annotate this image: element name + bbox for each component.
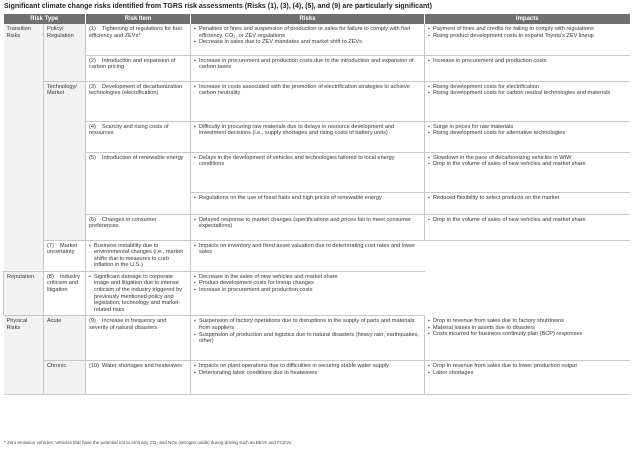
bullet-item: ▪ Suspension of production and logistics due to natural disasters (heavy rain, earthquakes, other) — [194, 332, 421, 345]
bullet-item: ▪ Costs incurred for business continuity plan (BCP) responses — [428, 331, 627, 338]
table-row — [4, 121, 630, 152]
bullet-item: ▪ Regulations on the use of fossil fuels and high prices of renewable energy — [194, 195, 421, 202]
table-row — [4, 271, 630, 316]
bullet-item: ▪ Rising development costs for alternative technologies — [428, 130, 627, 137]
bullet-item: ▪ Decrease in sales due to ZEV mandates and market shift to ZEVs — [194, 39, 421, 46]
bullet-item: ▪ Deteriorating labor conditions due to heatwaves — [194, 370, 421, 377]
bullet-item: ▪ Rising product development costs to expand Toyota's ZEV lineup — [428, 33, 627, 40]
risks-cell — [191, 55, 425, 81]
impacts-cell — [191, 240, 425, 271]
bullet-item: ▪ Slowdown in the pace of decarbonizing vehicles in WtW — [428, 155, 627, 162]
bullet-item: ▪ Product development costs for lineup changes — [194, 280, 422, 287]
impacts-cell — [425, 24, 630, 55]
table-row — [4, 316, 630, 361]
bullet-item: ▪ Difficulty in procuring raw materials due to delays in resource development and investment decisions (i.e., supply shortages and rising costs of battery units) — [194, 124, 421, 137]
risks-cell — [191, 121, 425, 152]
impacts-cell — [425, 316, 630, 361]
risk-item: (2) Introduction and expansion of carbon pricing — [86, 55, 191, 81]
bullet-item: ▪ Suspension of factory operations due to disruptions in the supply of parts and materials from suppliers — [194, 318, 421, 331]
table-row — [4, 24, 630, 55]
bullet-item: ▪ Labor shortages — [428, 370, 627, 377]
risk-item: (4) Scarcity and rising costs of resources — [86, 121, 191, 152]
table-row — [4, 81, 630, 121]
risks-cell — [191, 192, 425, 214]
header-impacts: Impacts — [425, 14, 630, 24]
impacts-cell — [425, 121, 630, 152]
footnote: * Zero emission vehicles: Vehicles that have the potential not to emit any CO₂ and NOx (nitrogen oxide) during driving such as BEVs and FCEVs — [4, 440, 292, 445]
group-transition: Transition Risks — [4, 24, 44, 271]
bullet-item: ▪ Surge in prices for raw materials — [428, 124, 627, 131]
table-row — [4, 361, 630, 395]
risks-cell — [191, 81, 425, 121]
risks-cell — [191, 152, 425, 192]
header-risks: Risks — [191, 14, 425, 24]
bullet-item: ▪ Significant damage to corporate image and litigation due to intense criticism of the industry triggered by previously mentioned policy and legislation, technology and market-related risks — [89, 274, 187, 314]
bullet-item: ▪ Rising development costs for carbon neutral technologies and materials — [428, 90, 627, 97]
impacts-cell — [191, 271, 425, 316]
bullet-item: ▪ Increase in procurement and production costs due to the introduction and expansion of carbon taxes — [194, 58, 421, 71]
bullet-item: ▪ Drop in the volume of sales of new vehicles and market share — [428, 161, 627, 168]
risk-item: (7) Market uncertainty — [44, 240, 86, 271]
risk-item: (5) Introduction of renewable energy — [86, 152, 191, 214]
bullet-item: ▪ Impacts on plant operations due to difficulties in securing stable water supply — [194, 363, 421, 370]
risk-item: (10) Water shortages and heatwaves — [86, 361, 191, 395]
bullet-item: ▪ Increase in costs associated with the promotion of electrification strategies to achieve carbon neutrality — [194, 84, 421, 97]
bullet-item: ▪ Increase in procurement and production costs — [428, 58, 627, 65]
impacts-cell — [425, 192, 630, 214]
risks-cell — [86, 240, 191, 271]
table-row — [4, 214, 630, 240]
bullet-item: ▪ Impacts on inventory and fixed asset valuation due to deteriorating cost rates and lower sales — [194, 243, 422, 256]
bullet-item: ▪ Increase in procurement and production costs — [194, 287, 422, 294]
bullet-item: ▪ Payment of fines and credits for failing to comply with regulations — [428, 26, 627, 33]
bullet-item: ▪ Decrease in the sales of new vehicles and market share — [194, 274, 422, 281]
bullet-item: ▪ Penalties or fines and suspension of production or sales for failure to comply with fuel efficiency, CO₂, or ZEV regulations — [194, 26, 421, 39]
risk-item: (3) Development of decarbonization technologies (electrification) — [86, 81, 191, 121]
bullet-item: ▪ Reduced flexibility to select products on the market — [428, 195, 627, 202]
risks-cell — [191, 361, 425, 395]
table-body — [4, 24, 630, 395]
group-physical: Physical Risks — [4, 316, 44, 395]
subgroup-reputation: Reputation — [4, 271, 44, 316]
header-risk-type: Risk Type — [4, 14, 86, 24]
table-row — [4, 152, 630, 192]
risk-item: (1) Tightening of regulations for fuel efficiency and ZEVs* — [86, 24, 191, 55]
page-title: Significant climate change risks identified from TGRS risk assessments (Risks (1), (3), (4), (5), and (9) are particularly significant) — [4, 3, 432, 10]
bullet-item: ▪ Drop in revenue from sales due to factory shutdowns — [428, 318, 627, 325]
subgroup-acute: Acute — [44, 316, 86, 361]
bullet-item: ▪ Delays in the development of vehicles and technologies tailored to local energy conditions — [194, 155, 421, 168]
bullet-item: ▪ Rising development costs for electrification — [428, 84, 627, 91]
bullet-item: ▪ Drop in revenue from sales due to lower production output — [428, 363, 627, 370]
bullet-item: ▪ Delayed response to market changes (specifications and prices fail to meet consumer expectations) — [194, 217, 421, 230]
impacts-cell — [425, 55, 630, 81]
subgroup-policy: Policy/ Regulation — [44, 24, 86, 81]
climate-risk-table — [3, 14, 630, 395]
header-risk-item: Risk Item — [86, 14, 191, 24]
impacts-cell — [425, 361, 630, 395]
risk-item: (6) Changes in consumer preferences — [86, 214, 191, 240]
subgroup-tech: Technology/ Market — [44, 81, 86, 240]
subgroup-chronic: Chronic — [44, 361, 86, 395]
impacts-cell — [425, 81, 630, 121]
risks-cell — [191, 316, 425, 361]
table-header-row — [4, 14, 630, 24]
risks-cell — [191, 24, 425, 55]
bullet-item: ▪ Material losses in assets due to disasters — [428, 325, 627, 332]
risks-cell — [191, 214, 425, 240]
table-row — [4, 240, 630, 271]
bullet-item: ▪ Drop in the volume of sales of new vehicles and market share — [428, 217, 627, 224]
bullet-item: ▪ Business instability due to environmental changes (i.e., market shifts due to measures to curb inflation in the U.S.) — [89, 243, 187, 269]
impacts-cell — [425, 152, 630, 192]
risk-item: (9) Increase in frequency and severity of natural disasters — [86, 316, 191, 361]
risks-cell — [86, 271, 191, 316]
impacts-cell — [425, 214, 630, 240]
table-row — [4, 55, 630, 81]
risk-item: (8) Industry criticism and litigation — [44, 271, 86, 316]
